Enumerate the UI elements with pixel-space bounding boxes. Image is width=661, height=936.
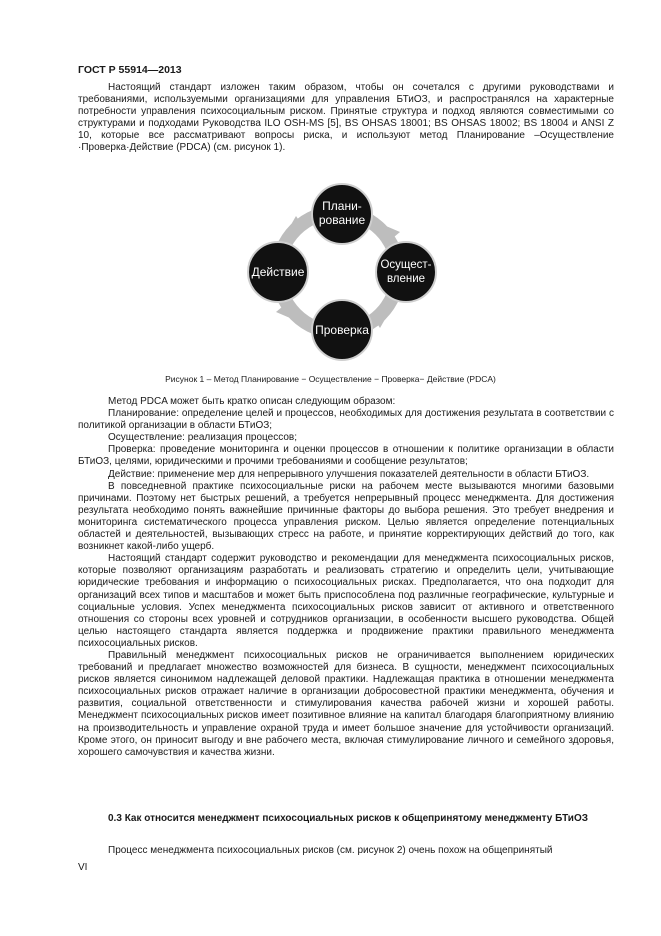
node-do-line1: Осущест- xyxy=(380,259,432,271)
main-text xyxy=(78,396,614,759)
node-do xyxy=(376,242,436,302)
node-plan-line1: Плани- xyxy=(322,199,362,213)
body-paragraph: Осуществление: реализация процессов; xyxy=(108,432,297,444)
body-paragraph: Правильный менеджмент психосоциальных рисков не ограничивается выполнением юридических требований и предлагает множество возможностей для бизнеса. В сущности, менеджмент психосоциальных рисков является синонимом надлежащей деловой практики. Надлежащая практика в отношении менеджмента психосоциальных рисков отражает наличие в организации добросовестной практики менеджмента, обучения и развития, социальной ответственности и стимулирования качества рабочей жизни и хорошей работы. Менеджмент психосоциальных рисков имеет позитивное влияние на капитал благодаря благоприятному влиянию на производительность и управление охраной труда и имеет большое значение для устойчивости организаций. Кроме этого, он приносит выгоду и вне рабочего места, включая стимулирование личного и семейного здоровья, хорошего самочувствия и качества жизни. xyxy=(78,649,614,758)
figure-caption: Рисунок 1 – Метод Планирование − Осуществление − Проверка− Действие (PDCA) xyxy=(165,374,496,384)
node-act-label: Действие xyxy=(251,265,305,279)
body-paragraph: Действие: применение мер для непрерывного улучшения показателей деятельности в области БТиОЗ. xyxy=(108,468,590,480)
body-paragraph: Проверка: проведение мониторинга и оценки процессов в отношении к политике организации в области БТиОЗ, целями, юридическими и прочими требованиями и сообщение результатов; xyxy=(78,444,614,468)
section-text xyxy=(78,845,614,857)
page-number: VI xyxy=(78,862,88,873)
pdca-diagram xyxy=(238,182,438,362)
node-plan xyxy=(312,184,372,244)
document-header: ГОСТ Р 55914—2013 xyxy=(78,64,182,76)
node-check xyxy=(312,300,372,360)
section-number: 0.3 xyxy=(108,813,122,824)
body-paragraph: Планирование: определение целей и процессов, необходимых для достижения результата в соответствии с политикой организации в области БТиОЗ; xyxy=(78,408,614,432)
node-act xyxy=(248,242,308,302)
section-title-text: Как относится менеджмент психосоциальных рисков к общепринятому менеджменту БТиОЗ xyxy=(124,813,588,824)
node-do-line2: вление xyxy=(386,273,426,285)
section-heading xyxy=(78,813,614,825)
body-paragraph: Метод PDCA может быть кратко описан следующим образом: xyxy=(108,396,396,407)
section-paragraph: Процесс менеджмента психосоциальных рисков (см. рисунок 2) очень похож на общепринятый xyxy=(108,845,553,856)
intro-paragraph xyxy=(78,82,614,155)
intro-text: Настоящий стандарт изложен таким образом, чтобы он сочетался с другими руководствами и требованиями, используемыми организациями для управления БТиОЗ, и распространялся на характерные потребности управления психосоциальным риском. Принятые структура и подход являются совместимыми со структурами и подходами Руководства ILO OSH-MS [5], BS OHSAS 18001; BS OHSAS 18002; BS 18004 и ANSI Z 10, которые все рассматривают вопросы риска, и используют метод Планирование –Осуществление ·Проверка·Действие (PDCA) (см. рисунок 1). xyxy=(78,82,614,154)
node-check-label: Проверка xyxy=(315,323,369,337)
body-paragraph: Настоящий стандарт содержит руководство и рекомендации для менеджмента психосоциальных рисков, которые позволяют организациям разработать и реализовать стратегию и определить цели, учитывающие юридические требования и информацию о психосоциальных рисках. Предполагается, что она подходит для организаций всех типов и масштабов и может быть приспособлена под различные географические, культурные и социальные условия. Успех менеджмента психосоциальных рисков зависит от активного и ответственного отношения со стороны всех уровней и сотрудников организации, в особенности высшего руководства. Общей целью настоящего стандарта является поддержка и продвижение практики правильного менеджмента психосоциальных рисков. xyxy=(78,553,614,649)
body-paragraph: В повседневной практике психосоциальные риски на рабочем месте вызываются многими базовыми причинами. Поэтому нет быстрых решений, а требуется непрерывный процесс менеджмента. Для достижения результата необходимо понять важнейшие причинные факторы до выбора решения. Это требует внедрения и мониторинга систематического процесса управления риском. Целью является определение потенциальных областей и деятельностей, вызывающих стресс на работе, и принятие корректирующих действий до того, как возникнет какой-либо ущерб. xyxy=(78,480,614,553)
node-plan-line2: рование xyxy=(318,213,366,227)
